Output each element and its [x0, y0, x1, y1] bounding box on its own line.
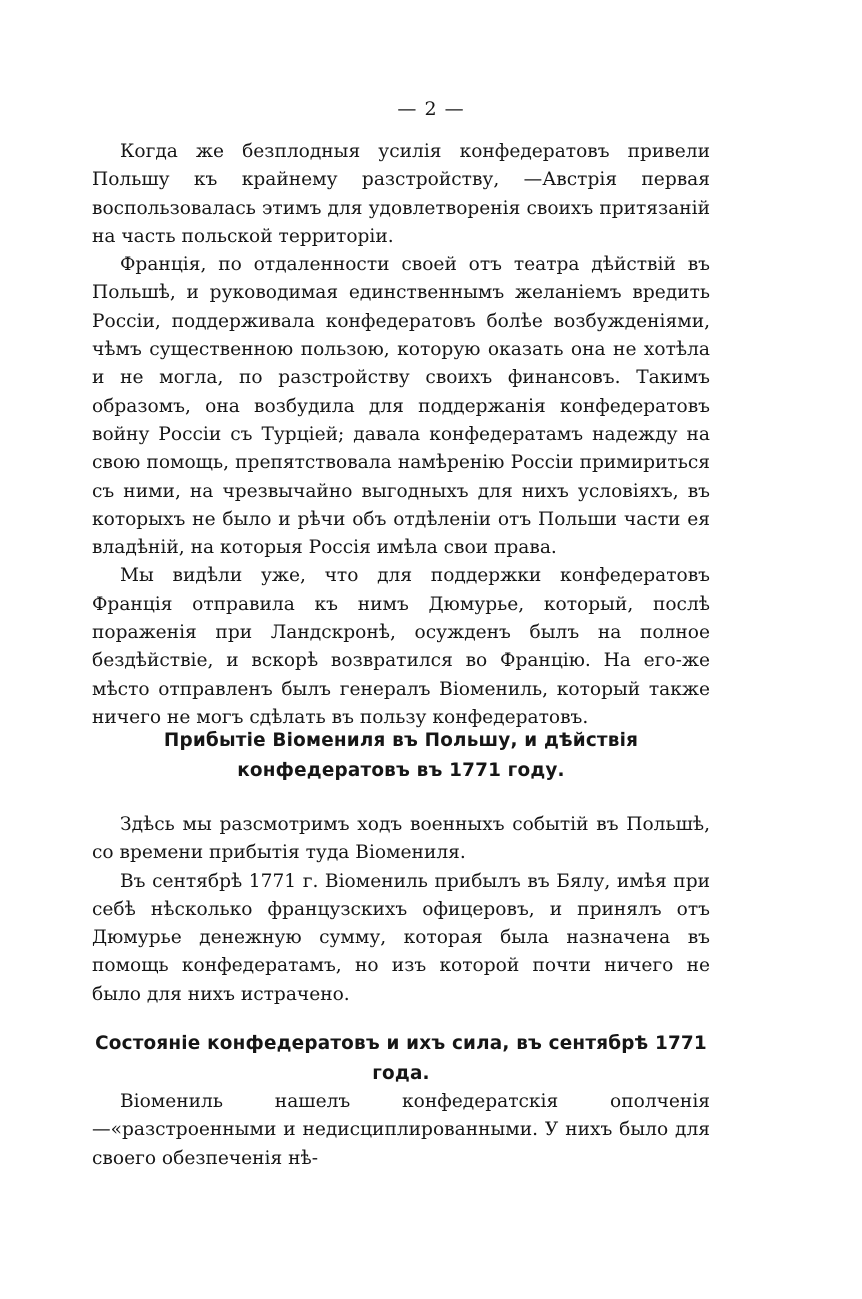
- intro-text: [92, 138, 710, 732]
- section-heading: Прибытіе Віомениля въ Польшу, и дѣйствія конфедератовъ въ 1771 году.: [163, 730, 639, 781]
- paragraph: Франція, по отдаленности своей отъ театра дѣйствій въ Польшѣ, и руководимая единственнымъ желаніемъ вредить Россіи, поддерживала конфедератовъ болѣе возбужденіями, чѣмъ существенною пользою, которую оказать она не хотѣла и не могла, по разстройству своихъ финансовъ. Такимъ образомъ, она возбудила для поддержанія конфедератовъ войну Россіи съ Турціей; давала конфедератамъ надежду на свою помощь, препятствовала намѣренію Россіи примириться съ ними, на чрезвычайно выгодныхъ для нихъ условіяхъ, въ которыхъ не было и рѣчи объ отдѣленіи отъ Польши части ея владѣній, на которыя Россія имѣла свои права.: [92, 254, 710, 559]
- paragraph: Мы видѣли уже, что для поддержки конфедератовъ Франція отправила къ нимъ Дюмурье, который, послѣ пораженія при Ландскронѣ, осужденъ былъ на полное бездѣйствіе, и вскорѣ возвратился во Францію. На его-же мѣсто отправленъ былъ генералъ Віомениль, который также ничего не могъ сдѣлать въ пользу конфедератовъ.: [92, 565, 710, 728]
- section-1-text: [92, 811, 710, 1009]
- section-heading: Состояніе конфедератовъ и ихъ сила, въ сентябрѣ 1771 года.: [95, 1033, 707, 1084]
- paragraph: Віомениль нашелъ конфедератскія ополченія—«разстроенными и недисциплированными. У нихъ было для своего обезпеченія нѣ-: [92, 1091, 710, 1169]
- paragraph: Когда же безплодныя усилія конфедератовъ привели Польшу къ крайнему разстройству, —Австрія первая воспользовалась этимъ для удовлетворенія своихъ притязаній на часть польской территоріи.: [92, 141, 710, 247]
- paragraph: Въ сентябрѣ 1771 г. Віомениль прибылъ въ Бялу, имѣя при себѣ нѣсколько французскихъ офицеровъ, и принялъ отъ Дюмурье денежную сумму, которая была назначена въ помощь конфедератамъ, но изъ которой почти ничего не было для нихъ истрачено.: [92, 870, 710, 1005]
- section-2-text: [92, 1088, 710, 1173]
- page-number: — 2 —: [397, 98, 465, 120]
- paragraph: Здѣсь мы разсмотримъ ходъ военныхъ событій въ Польшѣ, со времени прибытія туда Віомениля.: [92, 814, 710, 864]
